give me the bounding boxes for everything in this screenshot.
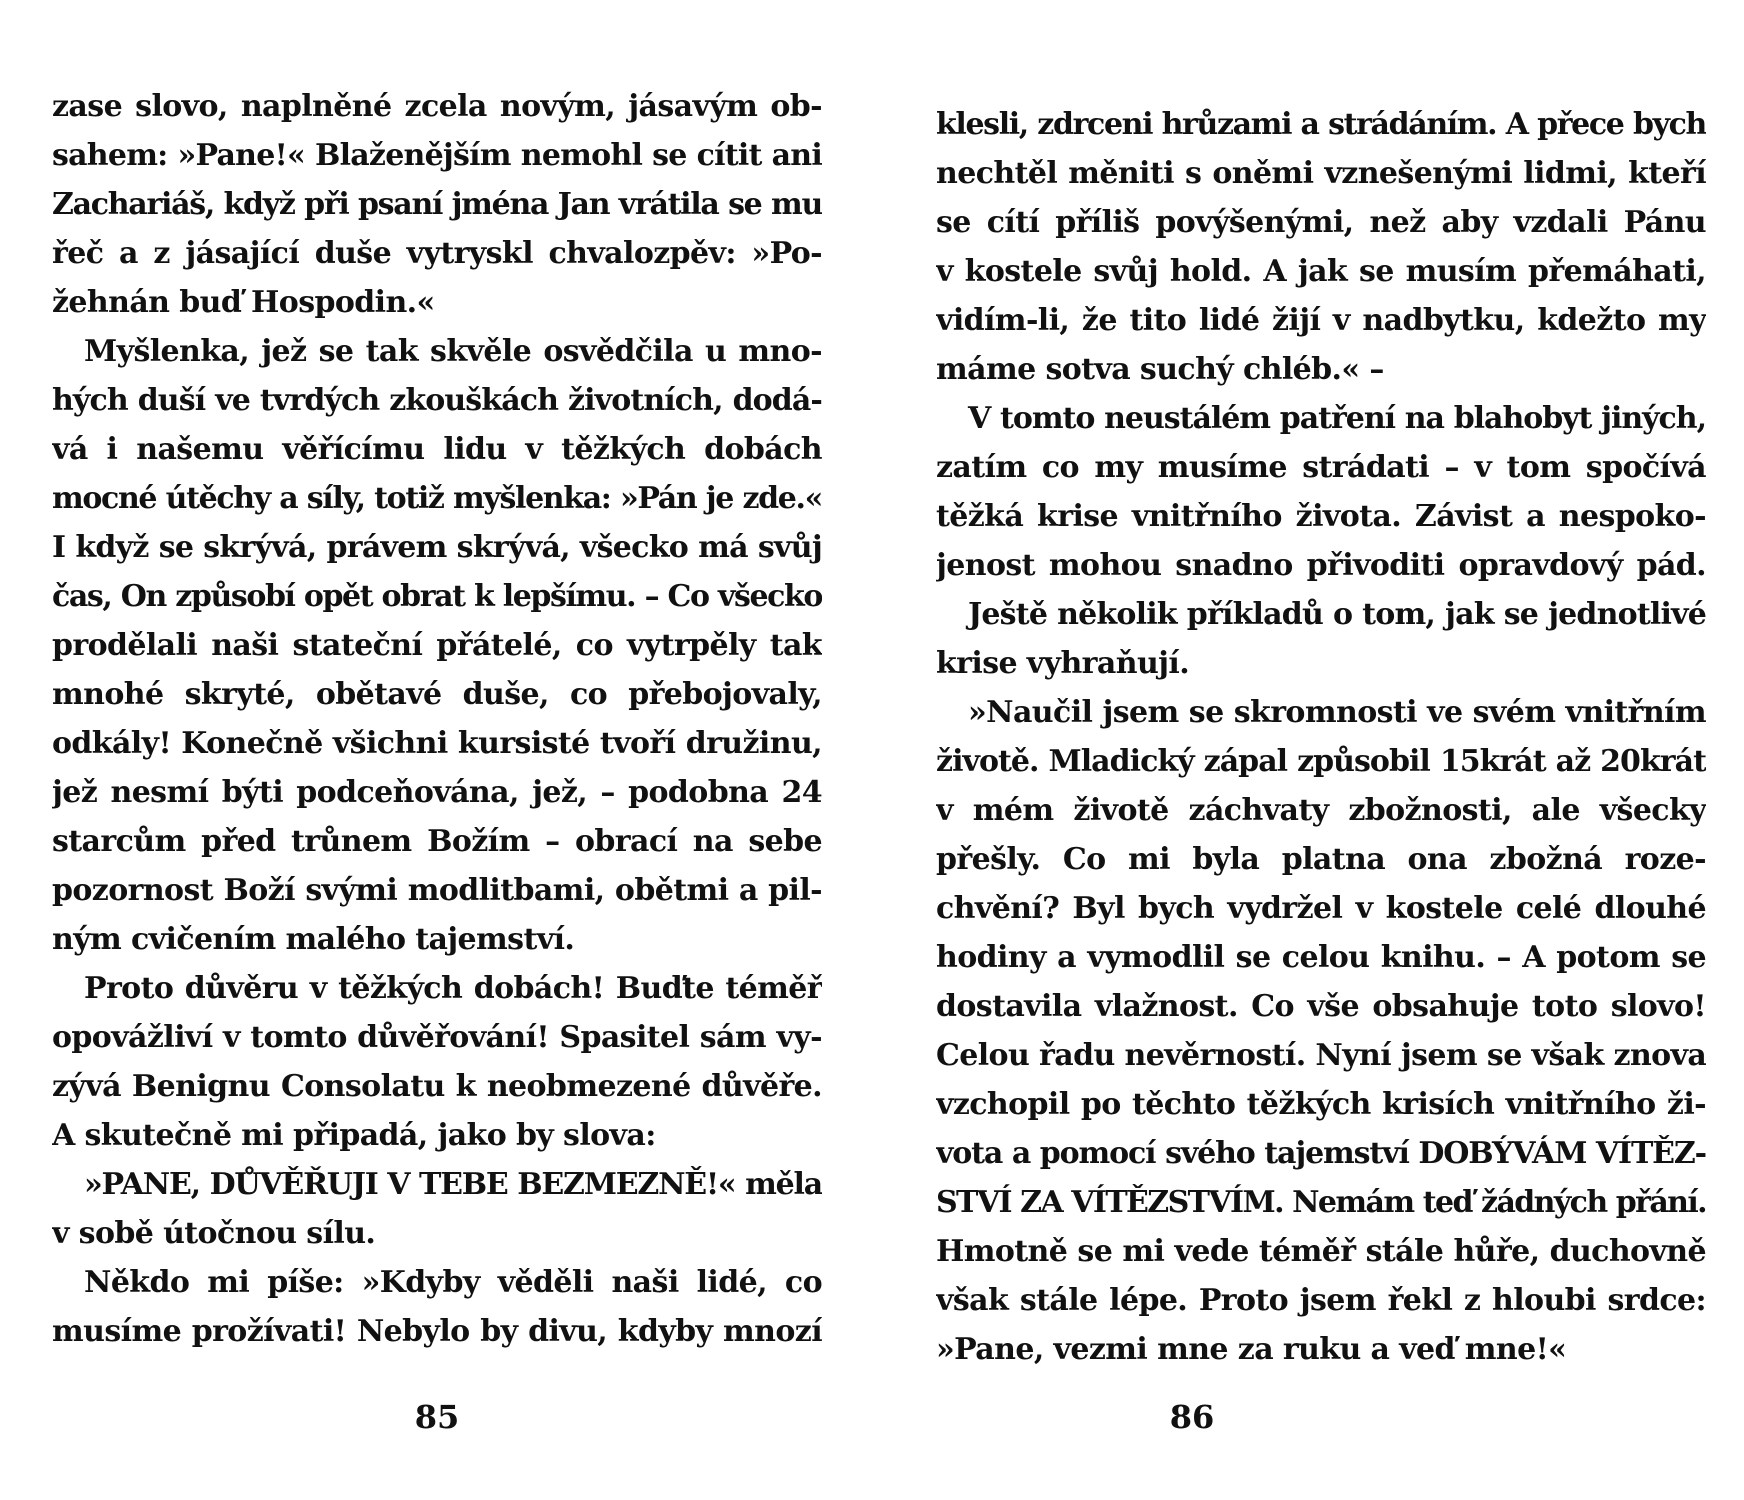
text-line: Myšlenka, jež se tak skvěle osvědčila u mno- — [84, 334, 822, 369]
text-line: Zachariáš, když při psaní jména Jan vrátila se mu — [52, 187, 822, 222]
left-page-number: 85 — [414, 1398, 460, 1436]
text-line: prodělali naši stateční přátelé, co vytrpěly tak — [52, 628, 822, 663]
text-line: starcům před trůnem Božím – obrací na sebe — [52, 824, 822, 859]
text-line: Proto důvěru v těžkých dobách! Buďte téměř — [84, 971, 822, 1006]
text-line: »PANE, DŮVĚŘUJI V TEBE BEZMEZNĚ!« měla — [84, 1167, 822, 1202]
text-line: A skutečně mi připadá, jako by slova: — [52, 1118, 656, 1153]
text-line: hodiny a vymodlil se celou knihu. – A potom se — [936, 940, 1706, 975]
text-line: musíme prožívati! Nebylo by divu, kdyby mnozí — [52, 1314, 822, 1349]
text-line: mnohé skryté, obětavé duše, co přebojovaly, — [52, 677, 822, 712]
text-line: dostavila vlažnost. Co vše obsahuje toto slovo! — [936, 989, 1706, 1024]
text-line: čas, On způsobí opět obrat k lepšímu. – Co všecko — [52, 579, 822, 614]
text-line: v kostele svůj hold. A jak se musím přemáhati, — [936, 254, 1706, 289]
right-page — [872, 0, 1744, 1500]
text-line: máme sotva suchý chléb.« – — [936, 352, 1384, 387]
text-line: pozornost Boží svými modlitbami, obětmi a pil- — [52, 873, 822, 908]
text-line: chvění? Byl bych vydržel v kostele celé dlouhé — [936, 891, 1706, 926]
text-line: se cítí příliš povýšenými, než aby vzdali Pánu — [936, 205, 1706, 240]
text-line: vá i našemu věřícímu lidu v těžkých dobách — [52, 432, 822, 467]
text-line: však stále lépe. Proto jsem řekl z hloubi srdce: — [936, 1283, 1706, 1318]
text-line: Celou řadu nevěrností. Nyní jsem se však znova — [936, 1038, 1706, 1073]
text-line: krise vyhraňují. — [936, 646, 1190, 681]
text-line: zase slovo, naplněné zcela novým, jásavým ob- — [52, 89, 822, 124]
text-line: řeč a z jásající duše vytryskl chvalozpěv: »Po- — [52, 236, 822, 271]
right-page-text — [936, 100, 1706, 1374]
text-line: Ještě několik příkladů o tom, jak se jednotlivé — [968, 597, 1706, 632]
right-page-number: 86 — [1169, 1398, 1215, 1436]
text-line: vzchopil po těchto těžkých krisích vnitřního ži- — [936, 1087, 1706, 1122]
left-page-text — [52, 82, 822, 1356]
text-line: mocné útěchy a síly, totiž myšlenka: »Pán je zde.« — [52, 481, 822, 516]
text-line: přešly. Co mi byla platna ona zbožná roze- — [936, 842, 1706, 877]
text-line: V tomto neustálém patření na blahobyt jiných, — [968, 401, 1706, 436]
text-line: v sobě útočnou sílu. — [52, 1216, 376, 1251]
text-line: »Pane, vezmi mne za ruku a veď mne!« — [936, 1332, 1567, 1367]
text-line: »Naučil jsem se skromnosti ve svém vnitřním — [968, 695, 1706, 730]
text-line: ným cvičením malého tajemství. — [52, 922, 575, 957]
text-line: jež nesmí býti podceňována, jež, – podobna 24 — [52, 775, 822, 810]
text-line: zývá Benignu Consolatu k neobmezené důvěře. — [52, 1069, 822, 1104]
text-line: žehnán buď Hospodin.« — [52, 285, 435, 320]
text-line: nechtěl měniti s oněmi vznešenými lidmi, kteří — [936, 156, 1706, 191]
text-line: vidím-li, že tito lidé žijí v nadbytku, kdežto my — [936, 303, 1706, 338]
text-line: zatím co my musíme strádati – v tom spočívá — [936, 450, 1706, 485]
text-line: těžká krise vnitřního života. Závist a nespoko- — [936, 499, 1706, 534]
text-line: klesli, zdrceni hrůzami a strádáním. A přece bych — [936, 107, 1706, 142]
text-line: opovážliví v tomto důvěřování! Spasitel sám vy- — [52, 1020, 822, 1055]
text-line: Hmotně se mi vede téměř stále hůře, duchovně — [936, 1234, 1706, 1269]
text-line: vota a pomocí svého tajemství DOBÝVÁM VÍTĚZ- — [936, 1136, 1706, 1171]
text-line: STVÍ ZA VÍTĚZSTVÍM. Nemám teď žádných přání. — [936, 1185, 1706, 1220]
text-line: sahem: »Pane!« Blaženějším nemohl se cítit ani — [52, 138, 822, 173]
text-line: odkály! Konečně všichni kursisté tvoří družinu, — [52, 726, 822, 761]
text-line: v mém životě záchvaty zbožnosti, ale všecky — [936, 793, 1706, 828]
text-line: jenost mohou snadno přivoditi opravdový pád. — [936, 548, 1706, 583]
text-line: Někdo mi píše: »Kdyby věděli naši lidé, co — [84, 1265, 822, 1300]
text-line: I když se skrývá, právem skrývá, všecko má svůj — [52, 530, 822, 565]
text-line: hých duší ve tvrdých zkouškách životních, dodá- — [52, 383, 822, 418]
text-line: životě. Mladický zápal způsobil 15krát až 20krát — [936, 744, 1706, 779]
